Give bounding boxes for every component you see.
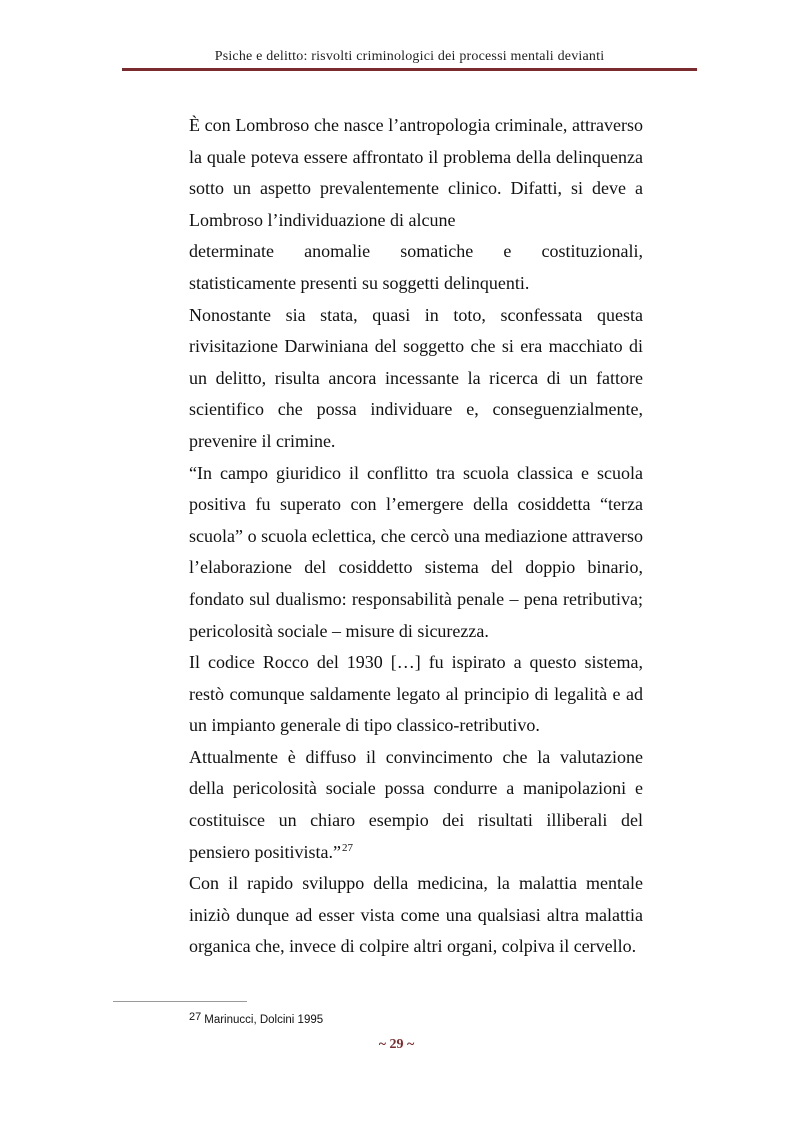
footnote-text: Marinucci, Dolcini 1995 — [204, 1014, 324, 1026]
paragraph-1-spaced-line: determinate anomalie somatiche e costituzionali, — [189, 241, 643, 262]
paragraph-5-text: Attualmente è diffuso il convincimento che la valutazione della pericolosità sociale possa condurre a manipolazioni e costituisce un chiaro esempio dei risultati illiberali del pensiero positivista.” — [189, 746, 643, 862]
page-number: ~ 29 ~ — [378, 1037, 415, 1052]
paragraph-3: “In campo giuridico il conflitto tra scuola classica e scuola positiva fu superato con l’emergere della cosiddetta “terza scuola” o scuola eclettica, che cercò una mediazione attraverso l’elaborazione del cosiddetto sistema del doppio binario, fondato sul dualismo: responsabilità penale – pena retributiva; pericolosità sociale – misure di sicurezza. — [189, 462, 643, 641]
paragraph-1: È con Lombroso che nasce l’antropologia criminale, attraverso la quale poteva essere affrontato il problema della delinquenza sotto un aspetto prevalentemente clinico. Difatti, si deve a Lombroso l’individuazione di alcune — [189, 115, 643, 230]
paragraph-4: Il codice Rocco del 1930 […] fu ispirato a questo sistema, restò comunque saldamente legato al principio di legalità e ad un impianto generale di tipo classico-retributivo. — [189, 652, 643, 736]
running-header: Psiche e delitto: risvolti criminologici dei processi mentali devianti — [214, 49, 605, 64]
footnote-number: 27 — [189, 1011, 202, 1023]
footnote-reference[interactable]: 27 — [341, 841, 353, 854]
body-text — [189, 110, 643, 963]
paragraph-5 — [189, 742, 643, 868]
footnote — [189, 1011, 324, 1026]
paragraph-1-end: statisticamente presenti su soggetti delinquenti. — [189, 272, 530, 293]
footnote-separator — [113, 1001, 247, 1002]
paragraph-2: Nonostante sia stata, quasi in toto, sconfessata questa rivisitazione Darwiniana del soggetto che si era macchiato di un delitto, risulta ancora incessante la ricerca di un fattore scientifico che possa individuare e, conseguenzialmente, prevenire il crimine. — [189, 304, 643, 451]
paragraph-6: Con il rapido sviluppo della medicina, la malattia mentale iniziò dunque ad esser vista come una qualsiasi altra malattia organica che, invece di colpire altri organi, colpiva il cervello. — [189, 873, 643, 957]
header-rule — [122, 68, 697, 71]
